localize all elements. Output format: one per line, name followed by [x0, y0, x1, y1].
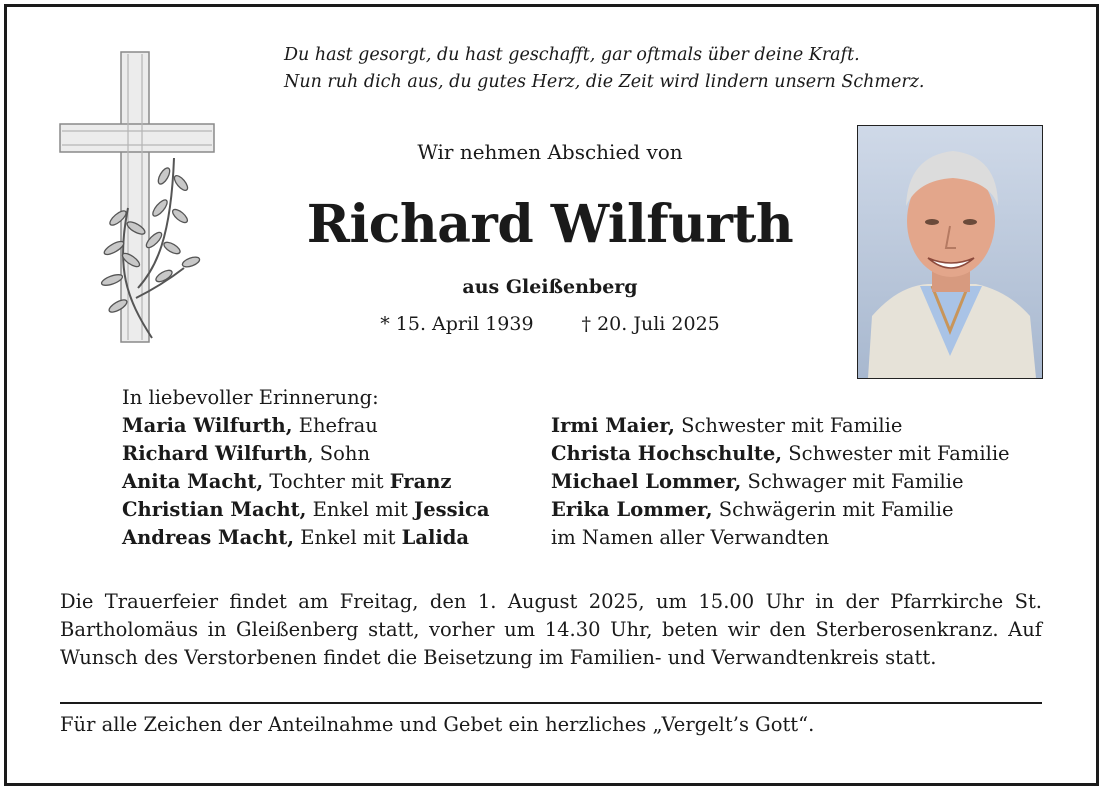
mourner-row: Maria Wilfurth, Ehefrau [122, 414, 378, 437]
memory-title: In liebevoller Erinnerung: [122, 386, 379, 409]
mourner-row: im Namen aller Verwandten [551, 526, 830, 549]
mourner-row: Christian Macht, Enkel mit Jessica [122, 498, 490, 521]
farewell-heading: Wir nehmen Abschied von [417, 140, 683, 164]
life-dates [250, 313, 850, 335]
funeral-notice: Die Trauerfeier findet am Freitag, den 1. August 2025, um 15.00 Uhr in der Pfarrkirche St. Bartholomäus in Gleißenberg statt, vorher um 14.30 Uhr, beten wir den Sterberosenkranz. Auf Wunsch des Verstorbenen findet die Beisetzung im Familien- und Verwandtenkreis statt. [60, 590, 1042, 669]
mourner-row: Andreas Macht, Enkel mit Lalida [122, 526, 470, 549]
mourners-left [122, 412, 490, 552]
poem-line-2: Nun ruh dich aus, du gutes Herz, die Zeit wird lindern unsern Schmerz. [284, 72, 925, 92]
portrait-photo [857, 125, 1043, 379]
death-date: † 20. Juli 2025 [581, 313, 720, 335]
poem [284, 42, 925, 96]
mourner-row: Irmi Maier, Schwester mit Familie [551, 414, 903, 437]
deceased-name: Richard Wilfurth [306, 194, 794, 255]
deceased-origin: aus Gleißenberg [462, 276, 638, 298]
divider [60, 702, 1042, 704]
cross-with-branch-icon [56, 48, 226, 348]
poem-line-1: Du hast gesorgt, du hast geschafft, gar oftmals über deine Kraft. [284, 45, 860, 65]
birth-date: * 15. April 1939 [380, 313, 534, 335]
mourner-row: Erika Lommer, Schwägerin mit Familie [551, 498, 954, 521]
mourners-right [551, 412, 1010, 552]
mourner-row: Christa Hochschulte, Schwester mit Familie [551, 442, 1010, 465]
thanks-line: Für alle Zeichen der Anteilnahme und Gebet ein herzliches „Vergelt’s Gott“. [60, 713, 815, 736]
mourner-row: Michael Lommer, Schwager mit Familie [551, 470, 964, 493]
mourner-row: Anita Macht, Tochter mit Franz [122, 470, 452, 493]
mourner-row: Richard Wilfurth, Sohn [122, 442, 371, 465]
